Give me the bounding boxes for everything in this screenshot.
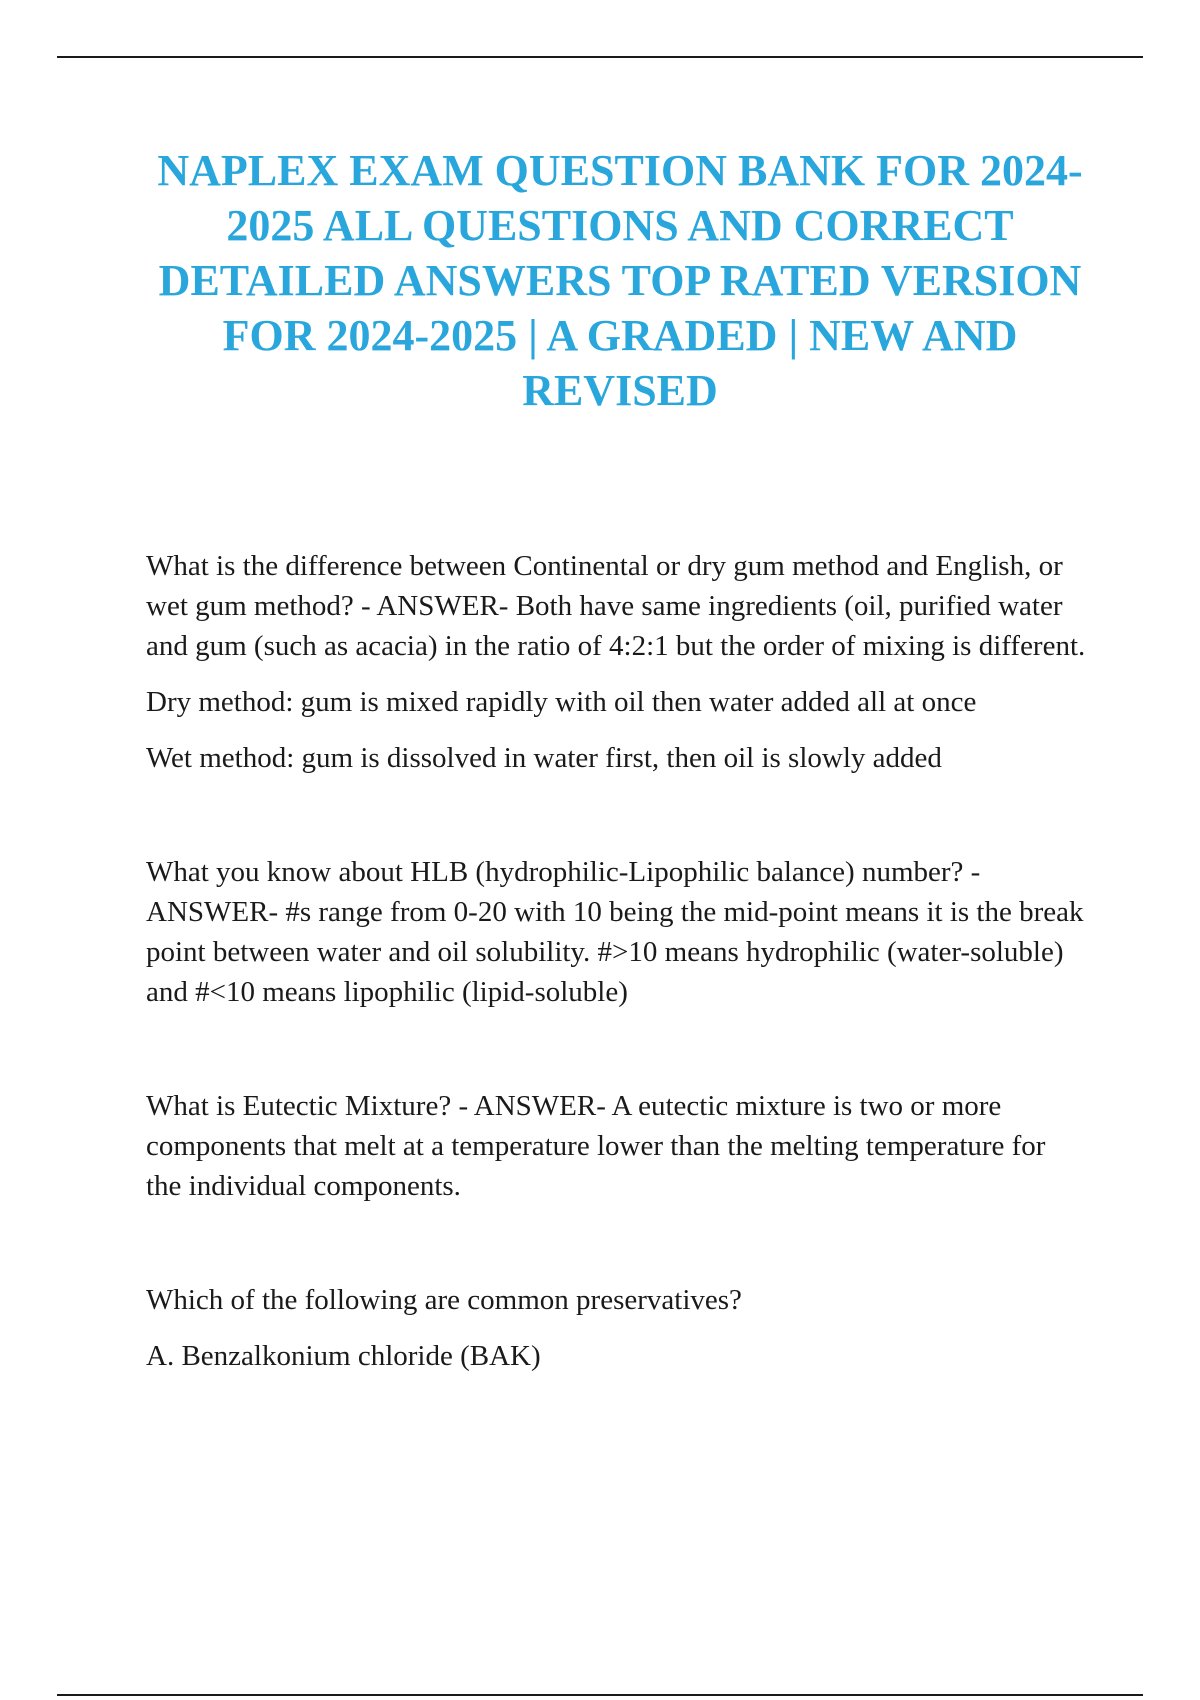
question-text: Which of the following are common preservatives? (146, 1284, 742, 1316)
dry-method-text: Dry method: gum is mixed rapidly with oil then water added all at once (146, 686, 977, 718)
question-answer-text: What is the difference between Continental or dry gum method and English, or wet gum method? - ANSWER- Both have same ingredients (oil, purified water and gum (such as acacia) in the ratio of 4:2:1 but the order of mixing is different. (146, 550, 1086, 662)
bottom-rule (57, 1694, 1143, 1696)
wet-method-text: Wet method: gum is dissolved in water first, then oil is slowly added (146, 742, 942, 774)
answer-option-a: A. Benzalkonium chloride (BAK) (146, 1340, 541, 1372)
qa-item-eutectic (146, 1086, 1086, 1206)
qa-item-gum-methods (146, 546, 1086, 778)
document-body (146, 546, 1086, 1376)
top-rule (57, 56, 1143, 58)
question-answer-text: What is Eutectic Mixture? - ANSWER- A eutectic mixture is two or more components that melt at a temperature lower than the melting temperature for the individual components. (146, 1090, 1046, 1202)
document-title: NAPLEX EXAM QUESTION BANK FOR 2024-2025 ALL QUESTIONS AND CORRECT DETAILED ANSWERS TOP RATED VERSION FOR 2024-2025 | A GRADED | NEW AND REVISED (157, 146, 1083, 415)
question-answer-text: What you know about HLB (hydrophilic-Lipophilic balance) number? - ANSWER- #s range from 0-20 with 10 being the mid-point means it is the break point between water and oil solubility. #>10 means hydrophilic (water-soluble) and #<10 means lipophilic (lipid-soluble) (146, 856, 1084, 1008)
qa-item-hlb (146, 852, 1086, 1012)
qa-item-preservatives (146, 1280, 1086, 1376)
